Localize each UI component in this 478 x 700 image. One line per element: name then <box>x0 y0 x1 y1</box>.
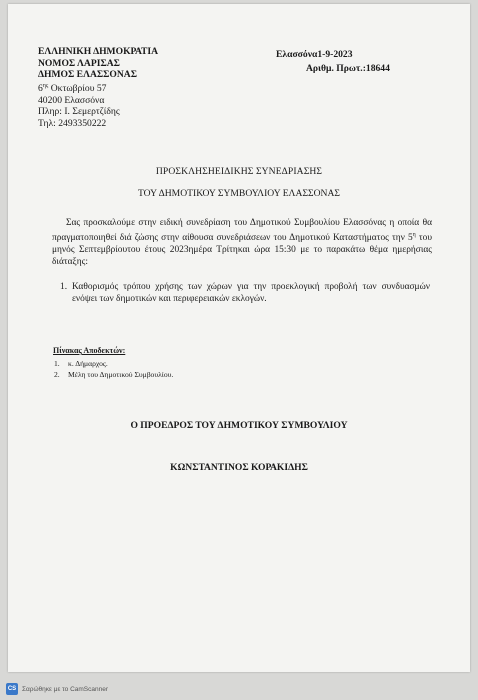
info-line: Πληρ: Ι. Σεμερτζίδης <box>38 106 120 118</box>
recipient-text: Μέλη του Δημοτικού Συμβουλίου. <box>68 370 174 379</box>
paragraph-part-2: του μηνός Σεπτεμβρίουτου έτους 2023ημέρα Τρίτηκαι ώρα 15:30 με το παρακάτω θέμα ημερήσιας διάταξης: <box>52 232 432 267</box>
paragraph-superscript: η <box>412 231 416 238</box>
recipient-text: κ. Δήμαρχος. <box>68 359 108 368</box>
document-page <box>8 4 470 672</box>
recipient-number: 2. <box>54 370 60 379</box>
list-item <box>54 358 173 369</box>
document-subtitle: ΤΟΥ ΔΗΜΟΤΙΚΟΥ ΣΥΜΒΟΥΛΙΟΥ ΕΛΑΣΣΟΝΑΣ <box>138 188 340 199</box>
camscanner-logo-icon: CS <box>6 683 18 695</box>
recipients-title: Πίνακας Αποδεκτών: <box>53 346 126 355</box>
address-superscript: ης <box>42 82 49 89</box>
sender-block <box>38 46 158 129</box>
agenda-text: Καθορισμός τρόπου χρήσης των χώρων για την προεκλογική προβολή των συνδυασμών ενόψει των δημοτικών και περιφερειακών εκλογών. <box>72 282 430 304</box>
address-line <box>38 81 158 95</box>
date: Ελασσόνα1-9-2023 <box>276 49 353 60</box>
recipients-list <box>54 358 173 380</box>
signatory-name: ΚΩΝΣΤΑΝΤΙΝΟΣ ΚΟΡΑΚΙΔΗΣ <box>170 462 308 473</box>
protocol-number: Αριθμ. Πρωτ.:18644 <box>306 63 390 74</box>
document-title: ΠΡΟΣΚΛΗΣΗΕΙΔΙΚΗΣ ΣΥΝΕΔΡΙΑΣΗΣ <box>155 166 323 177</box>
phone-line: Τηλ: 2493350222 <box>38 117 107 129</box>
date-protocol-block <box>276 48 390 76</box>
paragraph-part-1: Σας προσκαλούμε στην ειδική συνεδρίαση του Δημοτικού Συμβουλίου Ελασσόνας η οποία θα πραγματοποιηθεί διά ζώσης στην αίθουσα συνεδριάσεων του Δημοτικού Καταστήματος την 5 <box>52 218 432 243</box>
org-line-2: ΝΟΜΟΣ ΛΑΡΙΣΑΣ <box>38 57 120 69</box>
postal-line: 40200 Ελασσόνα <box>38 94 105 106</box>
address-street: Οκτωβρίου 57 <box>48 82 107 94</box>
scanner-footer <box>6 683 108 695</box>
address-day: 6 <box>38 82 43 94</box>
recipient-number: 1. <box>54 359 60 368</box>
scanner-watermark-text: Σαρώθηκε με το CamScanner <box>22 685 109 693</box>
agenda-number: 1. <box>60 282 68 292</box>
org-line-1: ΕΛΛΗΝΙΚΗ ΔΗΜΟΚΡΑΤΙΑ <box>38 46 159 57</box>
invitation-paragraph <box>52 218 432 268</box>
signatory-role: Ο ΠΡΟΕΔΡΟΣ ΤΟΥ ΔΗΜΟΤΙΚΟΥ ΣΥΜΒΟΥΛΙΟΥ <box>130 420 348 431</box>
list-item <box>54 369 173 380</box>
agenda-item <box>60 281 430 305</box>
org-line-3: ΔΗΜΟΣ ΕΛΑΣΣΟΝΑΣ <box>38 69 138 81</box>
